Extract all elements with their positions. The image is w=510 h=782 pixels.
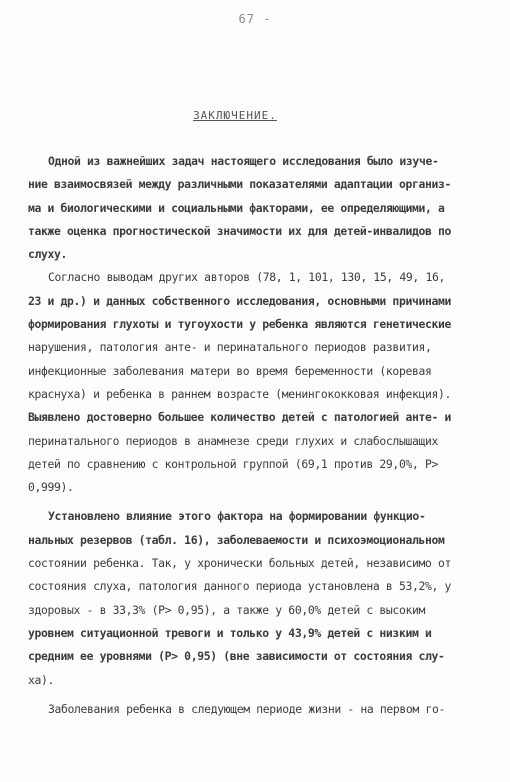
text-line: ние взаимосвязей между различными показателями адаптации организ- [28,177,452,192]
text-line: уровнем ситуационной тревоги и только у 43,9% детей с низким и [28,625,432,640]
text-line: нальных резервов (табл. 16), заболеваемости и психоэмоциональном [28,532,445,547]
body-text [28,150,494,721]
text-line: Выявлено достоверно большее количество детей с патологией анте- и [28,410,452,425]
text-line: краснуха) и ребенка в раннем возрасте (менингококковая инфекция). [28,386,452,401]
text-line: Установлено влияние этого фактора на формировании функцио- [48,509,426,524]
text-line: ха). [28,672,55,687]
text-line: состояния слуха, патология данного периода установлена в 53,2%, у [28,579,452,594]
text-line: ма и биологическими и социальными факторами, ее определяющими, а [28,200,445,215]
text-line: Заболевания ребенка в следующем периоде жизни - на первом го- [48,701,445,716]
text-line: перинатального периодов в анамнезе среди глухих и слабослышащих [28,433,438,448]
text-line: нарушения, патология анте- и перинатального периодов развития, [28,340,432,355]
text-line: средним ее уровнями (P> 0,95) (вне зависимости от состояния слу- [28,649,445,664]
section-heading: ЗАКЛЮЧЕНИЕ. [193,109,277,122]
text-line: здоровых - в 33,3% (P> 0,95), а также у 60,0% детей с высоким [28,602,425,617]
text-line: слуху. [28,247,68,262]
text-line: состоянии ребенка. Так, у хронически больных детей, независимо от [28,556,452,571]
text-line: формирования глухоты и тугоухости у ребенка являются генетические [28,317,452,332]
text-line: Одной из важнейших задач настоящего исследования было изуче- [48,154,439,168]
text-line: 0,999). [28,480,74,495]
text-line: инфекционные заболевания матери во время беременности (коревая [28,363,432,378]
text-line: также оценка прогностической значимости их для детей-инвалидов по [28,223,452,238]
text-line: Согласно выводам других авторов (78, 1, 101, 130, 15, 49, 16, [48,270,445,285]
text-line: детей по сравнению с контрольной группой (69,1 против 29,0%, P> [28,456,438,471]
page-number: 67 - [238,12,272,26]
text-line: 23 и др.) и данных собственного исследования, основными причинами [28,293,452,308]
